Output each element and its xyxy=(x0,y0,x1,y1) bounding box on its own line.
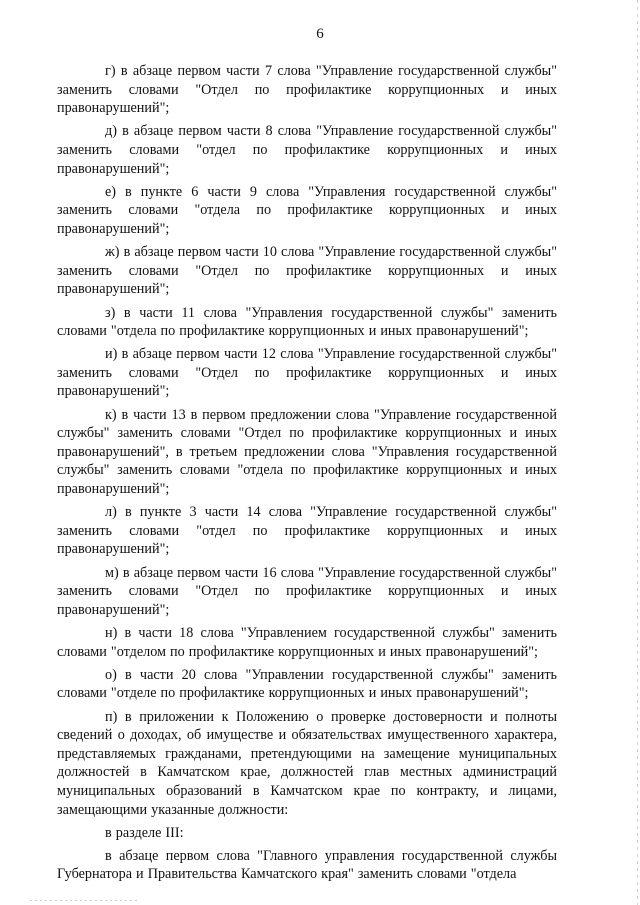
paragraph-d: д) в абзаце первом части 8 слова "Управление государственной службы" заменить словами "отдел по профилактике коррупционных и иных правонарушений"; xyxy=(57,123,557,177)
paragraph-m: м) в абзаце первом части 16 слова "Управление государственной службы" заменить словами "Отдел по профилактике коррупционных и иных правонарушений"; xyxy=(57,564,557,618)
paragraph-k: к) в части 13 в первом предложении слова "Управление государственной службы" заменить словами "Отдел по профилактике коррупционных и иных правонарушений", в третьем предложении слова "Управления государственной службы" заменить словами "отдела по профилактике коррупционных и иных правонарушений"; xyxy=(57,406,557,498)
document-body xyxy=(57,62,557,884)
paragraph-g: г) в абзаце первом части 7 слова "Управление государственной службы" заменить словами "Отдел по профилактике коррупционных и иных правонарушений"; xyxy=(57,63,557,117)
page-number: 6 xyxy=(316,26,324,42)
scan-edge-line xyxy=(637,0,638,905)
paragraph-n: н) в части 18 слова "Управлением государственной службы" заменить словами "отделом по профилактике коррупционных и иных правонарушений"; xyxy=(57,624,557,660)
paragraph-e: е) в пункте 6 части 9 слова "Управления государственной службы" заменить словами "отдела по профилактике коррупционных и иных правонарушений"; xyxy=(57,183,557,237)
paragraph-first-abzac: в абзаце первом слова "Главного управления государственной службы Губернатора и Правительства Камчатского края" заменить словами "отдела xyxy=(57,847,557,883)
paragraph-z: з) в части 11 слова "Управления государственной службы" заменить словами "отдела по профилактике коррупционных и иных правонарушений"; xyxy=(57,304,557,340)
paragraph-i: и) в абзаце первом части 12 слова "Управление государственной службы" заменить словами "Отдел по профилактике коррупционных и иных правонарушений"; xyxy=(57,346,557,400)
paragraph-zh: ж) в абзаце первом части 10 слова "Управление государственной службы" заменить словами "Отдел по профилактике коррупционных и иных правонарушений"; xyxy=(57,244,557,298)
paragraph-p: п) в приложении к Положению о проверке достоверности и полноты сведений о доходах, об имуществе и обязательствах имущественного характера, представляемых гражданами, претендующими на замещение муниципальных должностей в Камчатском крае, должностей глав местных администраций муниципальных образований в Камчатском крае по контракту, и лицами, замещающими указанные должности: xyxy=(57,708,557,818)
scan-bottom-mark xyxy=(30,900,140,901)
paragraph-section-iii: в разделе III: xyxy=(105,824,184,841)
paragraph-l: л) в пункте 3 части 14 слова "Управление государственной службы" заменить словами "отдел по профилактике коррупционных и иных правонарушений"; xyxy=(57,504,557,558)
paragraph-o: о) в части 20 слова "Управлении государственной службы" заменить словами "отделе по профилактике коррупционных и иных правонарушений"; xyxy=(57,666,557,702)
